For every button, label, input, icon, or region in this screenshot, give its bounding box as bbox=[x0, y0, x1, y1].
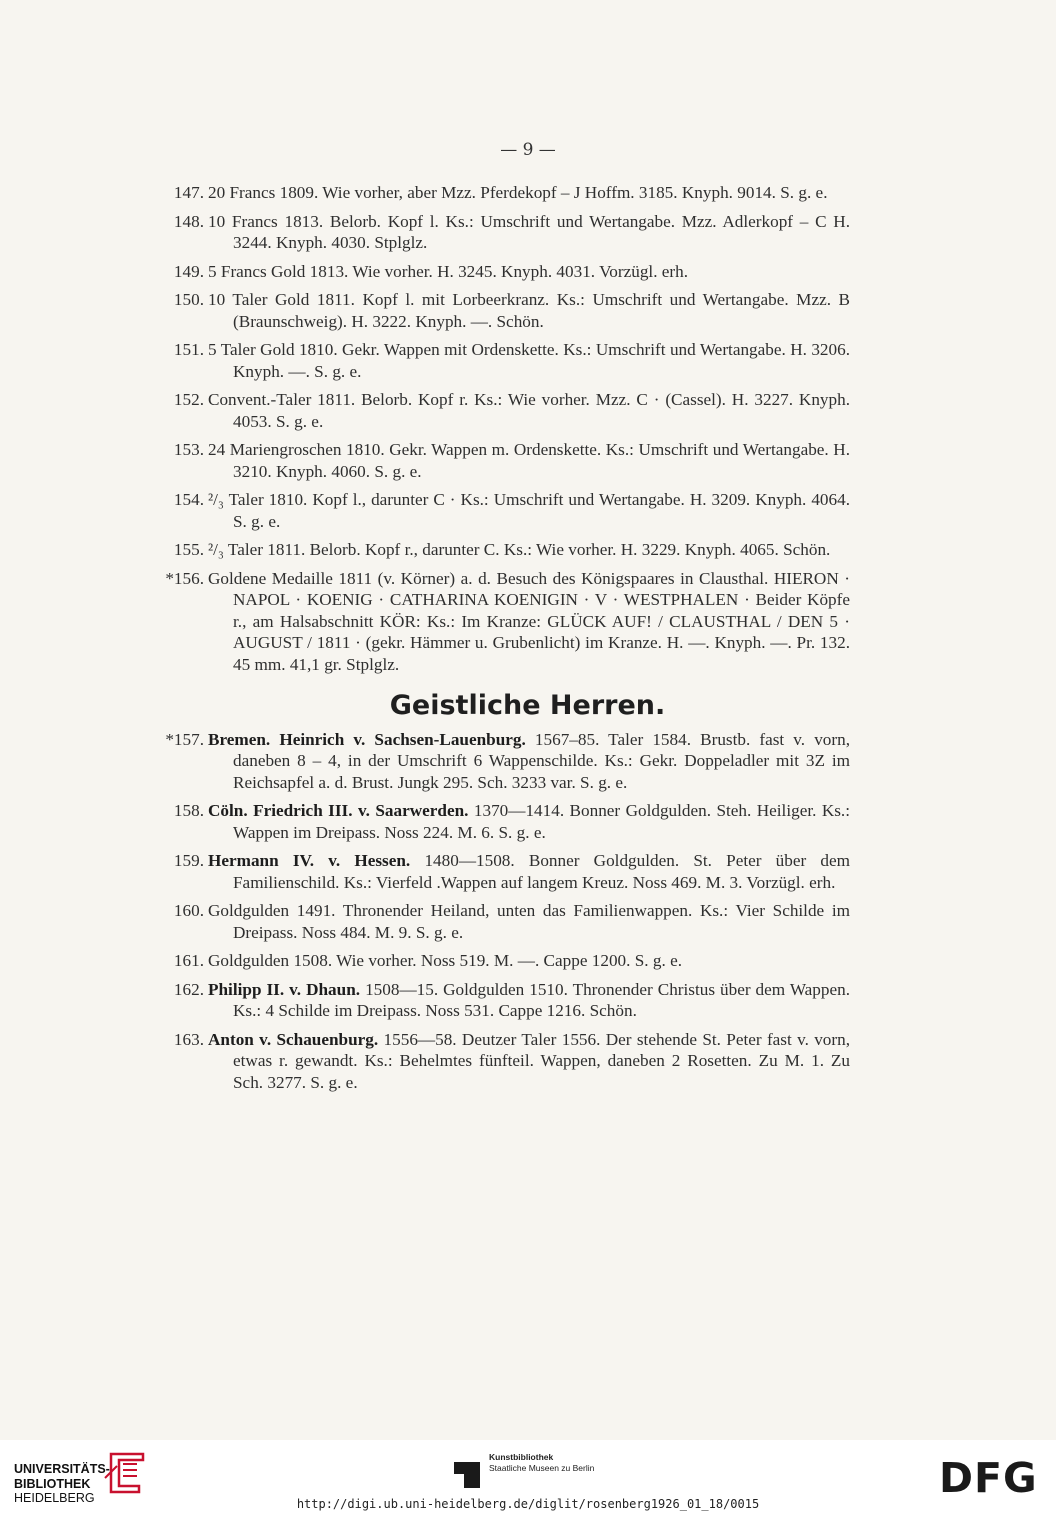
entry-body bbox=[208, 211, 850, 254]
entry-text: 24 Mariengroschen 1810. Gekr. Wappen m. Ordenskette. Ks.: Umschrift und Wertangabe. H. 3210. Knyph. 4060. S. g. e. bbox=[208, 440, 850, 481]
entry-body bbox=[208, 539, 850, 561]
entry-number: 152. bbox=[173, 390, 204, 409]
catalog-entry bbox=[150, 568, 850, 676]
catalog-entry bbox=[150, 900, 850, 943]
entry-number: 161. bbox=[173, 951, 204, 970]
catalog-entry bbox=[150, 800, 850, 843]
catalog-entry bbox=[150, 539, 850, 561]
entry-body bbox=[208, 339, 850, 382]
entry-text: 1508—15. Goldgulden 1510. Thronender Christus über dem Wappen. Ks.: 4 Schilde im Dreipass. Noss 531. Cappe 1216. Schön. bbox=[233, 979, 851, 1020]
entry-body bbox=[208, 489, 850, 532]
entry-number: 155. bbox=[173, 540, 204, 559]
entries-list-top bbox=[150, 182, 850, 675]
entry-text: ²/₃ Taler 1810. Kopf l., darunter C · Ks.: Umschrift und Wertangabe. H. 3209. Knyph. 4064. S. g. e. bbox=[208, 490, 850, 531]
entry-number: 154. bbox=[173, 490, 204, 509]
catalog-entry bbox=[150, 389, 850, 432]
entry-body bbox=[208, 979, 851, 1022]
university-line-2: BIBLIOTHEK bbox=[14, 1476, 91, 1491]
entries-list-bottom bbox=[150, 729, 850, 1094]
entry-text: 10 Francs 1813. Belorb. Kopf l. Ks.: Umschrift und Wertangabe. Mzz. Adlerkopf – C H. 3244. Knyph. 4030. Stplglz. bbox=[208, 211, 850, 252]
entry-body bbox=[208, 1029, 851, 1094]
university-line-3: HEIDELBERG bbox=[14, 1491, 95, 1505]
section-heading: Geistliche Herren. bbox=[389, 690, 666, 721]
entry-text: 1480—1508. Bonner Goldgulden. St. Peter über dem Familienschild. Ks.: Vierfeld .Wappen auf langem Kreuz. Noss 469. M. 3. Vorzügl. erh. bbox=[233, 851, 850, 892]
catalog-entries bbox=[150, 182, 850, 1100]
entry-text: 5 Francs Gold 1813. Wie vorher. H. 3245. Knyph. 4031. Vorzügl. erh. bbox=[208, 261, 689, 281]
entry-ruler-name: Anton v. Schauenburg. bbox=[208, 1029, 379, 1049]
entry-body bbox=[208, 289, 850, 332]
entry-text: 1567–85. Taler 1584. Brustb. fast v. vorn, daneben 8 – 4, in der Umschrift 6 Wappenschilde. Ks.: Gekr. Doppeladler mit 3Z im Reichsapfel a. d. Brust. Jungk 295. Sch. 3233 var. S. g. e. bbox=[233, 729, 850, 792]
catalog-entry bbox=[150, 439, 850, 482]
catalog-entry bbox=[150, 850, 850, 893]
catalog-entry bbox=[150, 261, 850, 283]
entry-body bbox=[208, 261, 850, 283]
dfg-logo[interactable]: DFG bbox=[939, 1454, 1038, 1502]
entry-text: Convent.-Taler 1811. Belorb. Kopf r. Ks.: Wie vorher. Mzz. C · (Cassel). H. 3227. Knyph. 4053. S. g. e. bbox=[208, 390, 850, 431]
entry-body bbox=[208, 439, 850, 482]
footer-bar bbox=[0, 1440, 1056, 1517]
entry-number: 150. bbox=[173, 290, 204, 309]
entry-body bbox=[208, 389, 850, 432]
entry-number: 148. bbox=[173, 211, 204, 231]
entry-text: 1370—1414. Bonner Goldgulden. Steh. Heiliger. Ks.: Wappen im Dreipass. Noss 224. M. 6. S. g. e. bbox=[233, 801, 850, 842]
catalog-entry bbox=[150, 979, 850, 1022]
catalog-entry bbox=[150, 489, 850, 532]
entry-number: 153. bbox=[173, 440, 204, 459]
entry-number: 147. bbox=[173, 183, 204, 202]
entry-number: *156. bbox=[165, 568, 204, 588]
entry-text: Goldene Medaille 1811 (v. Körner) a. d. Besuch des Königspaares in Clausthal. HIERON · NAPOL · KOENIG · CATHARINA KOENIGIN · V · WESTPHALEN · Beider Köpfe r., am Halsabschnitt KÖR: Ks.: Im Kranze: GLÜCK AUF! / CLAUSTHAL / DEN 5 · AUGUST / 1811 · (gekr. Hämmer u. Grubenlicht) im Kranze. H. —. Knyph. —. Pr. 132. 45 mm. 41,1 gr. Stplglz. bbox=[208, 568, 850, 674]
kunstbibliothek-emblem-icon bbox=[452, 1460, 482, 1490]
permalink-url[interactable]: http://digi.ub.uni-heidelberg.de/diglit/rosenberg1926_01_18/0015 bbox=[296, 1497, 760, 1511]
entry-text: Goldgulden 1491. Thronender Heiland, unten das Familienwappen. Ks.: Vier Schilde im Dreipass. Noss 484. M. 9. S. g. e. bbox=[208, 901, 850, 942]
entry-body bbox=[208, 900, 850, 943]
kunstbibliothek-logo[interactable] bbox=[489, 1452, 594, 1474]
university-line-1: UNIVERSITÄTS- bbox=[14, 1462, 110, 1476]
entry-body bbox=[208, 182, 850, 204]
entry-ruler-name: Hermann IV. v. Hessen. bbox=[208, 851, 411, 870]
entry-text: Goldgulden 1508. Wie vorher. Noss 519. M. —. Cappe 1200. S. g. e. bbox=[208, 951, 682, 970]
catalog-entry bbox=[150, 950, 850, 972]
entry-number: *157. bbox=[165, 729, 204, 749]
entry-ruler-name: Philipp II. v. Dhaun. bbox=[208, 979, 361, 999]
entry-text: 10 Taler Gold 1811. Kopf l. mit Lorbeerkranz. Ks.: Umschrift und Wertangabe. Mzz. B (Braunschweig). H. 3222. Knyph. —. Schön. bbox=[208, 290, 850, 331]
catalog-entry bbox=[150, 729, 850, 794]
entry-text: 1556—58. Deutzer Taler 1556. Der stehende St. Peter fast v. vorn, etwas r. gewandt. Ks.: Behelmtes fünfteil. Wappen, daneben 2 Rosetten. Zu M. 1. Zu Sch. 3277. S. g. e. bbox=[233, 1029, 851, 1092]
entry-ruler-name: Cöln. Friedrich III. v. Saarwerden. bbox=[208, 801, 469, 820]
kunstbibliothek-subtitle: Staatliche Museen zu Berlin bbox=[489, 1463, 595, 1473]
catalog-entry bbox=[150, 339, 850, 382]
entry-text: 20 Francs 1809. Wie vorher, aber Mzz. Pferdekopf – J Hoffm. 3185. Knyph. 9014. S. g. e. bbox=[208, 183, 828, 202]
entry-body bbox=[208, 800, 850, 843]
entry-body bbox=[208, 950, 850, 972]
entry-number: 163. bbox=[173, 1029, 204, 1049]
catalog-entry bbox=[150, 211, 850, 254]
entry-number: 160. bbox=[173, 901, 204, 920]
entry-body bbox=[208, 729, 850, 794]
kunstbibliothek-title: Kunstbibliothek bbox=[489, 1452, 554, 1462]
catalog-entry bbox=[150, 1029, 850, 1094]
catalog-entry bbox=[150, 289, 850, 332]
entry-number: 162. bbox=[173, 979, 204, 999]
entry-ruler-name: Bremen. Heinrich v. Sachsen-Lauenburg. bbox=[208, 729, 526, 749]
entry-text: ²/₃ Taler 1811. Belorb. Kopf r., darunter C. Ks.: Wie vorher. H. 3229. Knyph. 4065. Schön. bbox=[208, 540, 831, 559]
university-emblem-icon bbox=[103, 1448, 149, 1498]
entry-number: 149. bbox=[173, 261, 204, 281]
entry-number: 159. bbox=[173, 851, 204, 870]
entry-body bbox=[208, 850, 850, 893]
page-number: — 9 — bbox=[500, 140, 556, 160]
catalog-entry bbox=[150, 182, 850, 204]
entry-number: 158. bbox=[173, 801, 204, 820]
entry-body bbox=[208, 568, 850, 676]
entry-text: 5 Taler Gold 1810. Gekr. Wappen mit Ordenskette. Ks.: Umschrift und Wertangabe. H. 3206. Knyph. —. S. g. e. bbox=[208, 340, 850, 381]
entry-number: 151. bbox=[173, 340, 204, 359]
